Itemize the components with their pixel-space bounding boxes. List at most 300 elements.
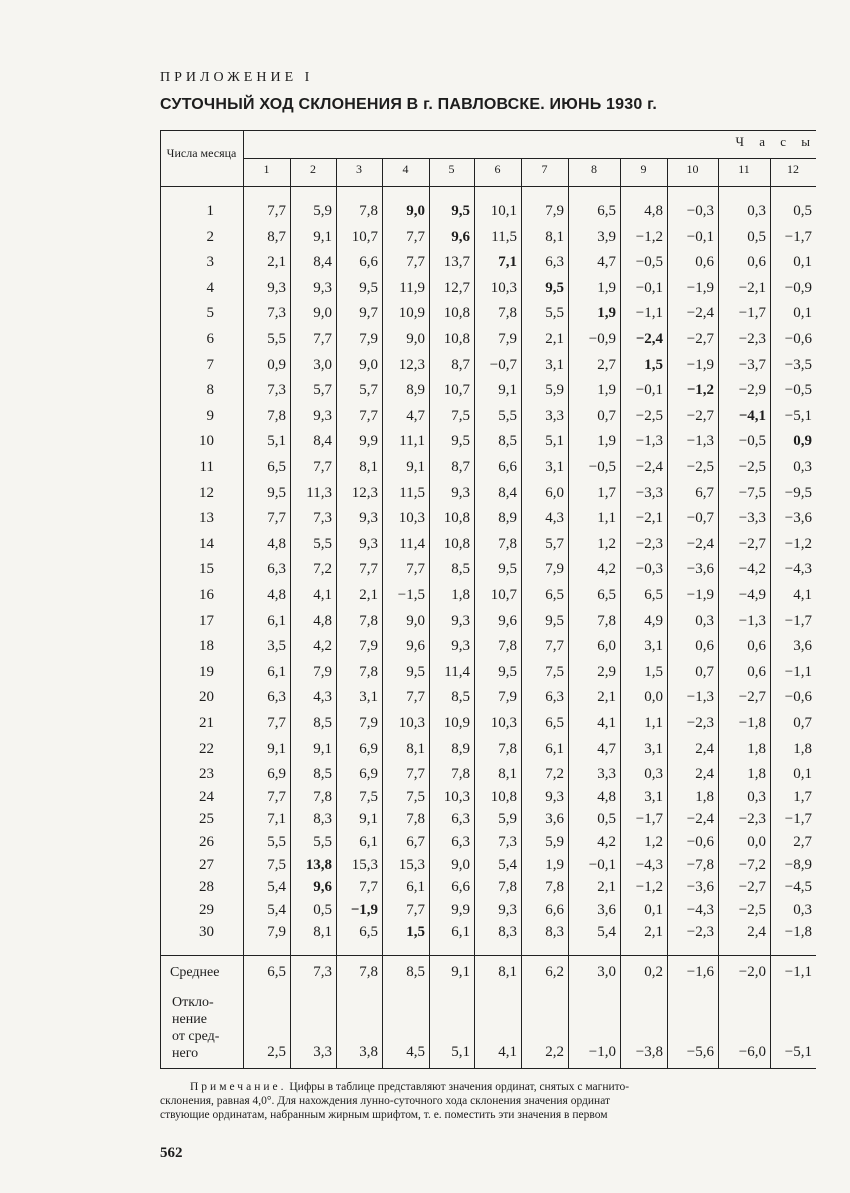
table-cell: 11,9 (399, 279, 425, 296)
mean-cell: 0,2 (644, 964, 663, 980)
table-cell: −0,5 (588, 459, 616, 475)
table-cell: 0,6 (747, 663, 766, 680)
hour-header: 11 (738, 162, 750, 176)
table-cell: 7,9 (498, 689, 517, 706)
deviation-cell: 4,1 (498, 1044, 517, 1060)
table-cell: 4,8 (644, 203, 663, 219)
table-cell: 10,8 (443, 305, 470, 322)
table-cell: 2,4 (695, 740, 714, 757)
table-cell: 10,3 (443, 788, 470, 805)
table-cell: 5,1 (545, 433, 564, 450)
deviation-label: Откло- (172, 995, 214, 1010)
mean-cell: 8,1 (498, 964, 517, 980)
table-cell: 6,9 (267, 766, 286, 783)
table-cell: 5,5 (498, 407, 517, 424)
table-cell: −0,7 (489, 356, 517, 373)
table-cell: 5,9 (545, 834, 564, 850)
table-cell: 3,1 (359, 689, 378, 706)
day-number: 8 (206, 382, 214, 399)
table-cell: 1,2 (597, 535, 616, 552)
table-cell: 6,9 (359, 766, 378, 783)
hour-header: 1 (263, 162, 270, 176)
table-cell: 7,7 (313, 331, 332, 347)
table-cell: −2,3 (738, 331, 766, 347)
table-cell: 7,8 (406, 811, 425, 828)
table-cell: 1,8 (747, 766, 766, 783)
table-cell: 4,8 (267, 535, 286, 552)
table-cell: 7,1 (267, 811, 286, 828)
table-cell: 8,9 (451, 740, 470, 757)
deviation-label: нение (172, 1012, 207, 1027)
table-cell: 7,7 (267, 510, 286, 527)
table-cell: −0,9 (784, 279, 812, 296)
table-cell: 7,8 (359, 612, 378, 629)
table-cell: 9,5 (545, 612, 564, 629)
table-cell: 9,0 (451, 856, 470, 873)
table-cell: 9,3 (451, 612, 470, 629)
day-number: 12 (199, 484, 214, 501)
hour-header: 7 (541, 162, 548, 176)
table-cell: 0,6 (695, 254, 714, 271)
table-cell: −1,7 (784, 811, 812, 828)
hour-header: 8 (591, 162, 597, 176)
table-cell: 11,4 (444, 663, 470, 680)
table-cell: 6,5 (267, 459, 286, 475)
day-number: 21 (199, 715, 214, 731)
table-cell: 3,0 (313, 356, 332, 373)
table-cell: 5,4 (597, 924, 616, 941)
table-cell: 12,3 (351, 484, 378, 501)
mean-cell: 3,0 (597, 964, 616, 980)
table-cell: 10,1 (490, 203, 517, 219)
table-cell: 5,1 (267, 433, 286, 450)
table-cell: 2,4 (747, 924, 766, 941)
table-cell: 7,3 (267, 382, 286, 399)
table-cell: −1,1 (784, 663, 812, 680)
table-cell: 7,8 (545, 879, 564, 896)
table-cell: 6,6 (451, 879, 470, 896)
table-cell: 6,1 (267, 663, 286, 680)
table-cell: −1,3 (738, 612, 766, 629)
table-cell: −2,1 (738, 279, 766, 296)
mean-cell: 8,5 (406, 964, 425, 980)
table-cell: −1,2 (635, 879, 663, 896)
table-cell: 1,7 (793, 788, 812, 805)
table-cell: −2,3 (635, 535, 663, 552)
table-cell: 7,7 (313, 459, 332, 475)
table-cell: 0,6 (747, 254, 766, 271)
hour-header: 5 (448, 162, 455, 176)
table-cell: −0,3 (686, 203, 714, 219)
table-cell: −2,9 (738, 382, 766, 399)
table-cell: 7,8 (359, 203, 378, 219)
table-cell: 0,3 (793, 459, 812, 475)
table-cell: 15,3 (398, 856, 425, 873)
page-title: СУТОЧНЫЙ ХОД СКЛОНЕНИЯ В г. ПАВЛОВСКЕ. ИЮНЬ 1930 г. (160, 96, 657, 113)
day-number: 27 (199, 856, 214, 873)
table-cell: −0,7 (686, 510, 714, 527)
table-cell: 9,5 (359, 279, 378, 296)
table-cell: 5,9 (545, 382, 564, 399)
table-cell: 3,6 (545, 811, 564, 828)
table-cell: 9,1 (313, 740, 332, 757)
day-number: 7 (206, 356, 214, 373)
table-cell: −1,7 (738, 305, 766, 322)
table-cell: 6,3 (451, 834, 470, 850)
mean-cell: 7,8 (359, 964, 378, 980)
table-cell: 9,1 (359, 811, 378, 828)
table-cell: 7,9 (359, 638, 378, 655)
table-cell: 0,7 (597, 407, 616, 424)
table-cell: −2,4 (635, 459, 663, 475)
table-cell: −3,7 (738, 356, 766, 373)
table-cell: 9,0 (313, 305, 332, 322)
table-cell: −4,1 (738, 407, 766, 424)
table-cell: 1,9 (597, 433, 616, 450)
table-cell: 1,5 (406, 924, 425, 941)
table-cell: −3,6 (686, 879, 714, 896)
table-cell: −2,4 (686, 535, 714, 552)
table-cell: 0,5 (793, 203, 812, 219)
footnote-line-3: ствующие ординатам, набранным жирным шрифтом, т. е. поместить эти значения в первом (160, 1109, 608, 1121)
hour-header: 12 (787, 162, 799, 176)
table-rule (160, 1068, 816, 1069)
table-cell: 9,1 (498, 382, 517, 399)
deviation-cell: 5,1 (451, 1044, 470, 1060)
table-cell: 7,9 (359, 715, 378, 731)
table-cell: −0,6 (784, 331, 812, 347)
table-cell: 0,3 (644, 766, 663, 783)
table-cell: 6,5 (545, 587, 564, 603)
table-cell: 9,9 (451, 901, 470, 918)
table-cell: −1,9 (686, 587, 714, 603)
table-cell: 7,9 (498, 331, 517, 347)
table-cell: 0,5 (313, 901, 332, 918)
table-cell: 7,7 (359, 879, 378, 896)
table-cell: −2,5 (635, 407, 663, 424)
table-cell: −0,1 (686, 228, 714, 245)
table-cell: 2,1 (597, 879, 616, 896)
table-cell: 6,7 (406, 834, 425, 850)
table-cell: −1,1 (635, 305, 663, 322)
table-cell: 6,3 (451, 811, 470, 828)
table-cell: 2,7 (793, 834, 812, 850)
deviation-cell: −3,8 (635, 1044, 663, 1060)
deviation-cell: 3,3 (313, 1044, 332, 1060)
table-cell: 3,1 (644, 638, 663, 655)
table-rule (160, 130, 816, 131)
table-cell: 9,5 (451, 203, 470, 219)
table-cell: 6,6 (545, 901, 564, 918)
table-cell: 10,7 (351, 228, 378, 245)
table-cell: −2,3 (738, 811, 766, 828)
table-cell: 7,8 (498, 535, 517, 552)
table-cell: 10,8 (443, 510, 470, 527)
hours-rule (243, 158, 816, 159)
table-cell: 0,6 (747, 638, 766, 655)
table-cell: −0,6 (784, 689, 812, 706)
table-cell: 6,1 (267, 612, 286, 629)
table-cell: 5,7 (313, 382, 332, 399)
table-cell: 0,0 (747, 834, 766, 850)
day-number: 23 (199, 766, 214, 783)
table-cell: 0,1 (793, 766, 812, 783)
table-cell: 8,1 (498, 766, 517, 783)
table-cell: 7,5 (267, 856, 286, 873)
table-cell: 7,7 (406, 228, 425, 245)
table-cell: 6,1 (451, 924, 470, 941)
day-number: 1 (206, 203, 214, 219)
mean-cell: 6,5 (267, 964, 286, 980)
table-cell: −0,5 (635, 254, 663, 271)
table-cell: 2,7 (597, 356, 616, 373)
table-cell: 6,1 (406, 879, 425, 896)
table-cell: −4,3 (686, 901, 714, 918)
table-cell: 0,5 (747, 228, 766, 245)
table-cell: 9,0 (406, 612, 425, 629)
table-cell: 0,3 (695, 612, 714, 629)
table-cell: −4,9 (738, 587, 766, 603)
table-cell: −0,5 (784, 382, 812, 399)
table-cell: 9,0 (406, 331, 425, 347)
table-cell: 3,6 (793, 638, 812, 655)
day-number: 2 (206, 228, 214, 245)
table-cell: 3,5 (267, 638, 286, 655)
table-cell: 1,8 (451, 587, 470, 603)
table-cell: 6,3 (267, 689, 286, 706)
deviation-cell: −6,0 (738, 1044, 766, 1060)
mean-cell: 6,2 (545, 964, 564, 980)
table-cell: 2,4 (695, 766, 714, 783)
deviation-cell: 4,5 (406, 1044, 425, 1060)
table-cell: 11,4 (399, 535, 425, 552)
table-cell: 7,8 (359, 663, 378, 680)
table-cell: 7,7 (359, 561, 378, 578)
table-cell: 7,9 (313, 663, 332, 680)
mean-cell: −1,6 (686, 964, 714, 980)
table-cell: 0,7 (695, 663, 714, 680)
day-number: 26 (199, 834, 214, 850)
table-cell: −2,3 (686, 924, 714, 941)
table-cell: 0,6 (695, 638, 714, 655)
table-cell: 1,5 (644, 356, 663, 373)
table-cell: 1,2 (644, 834, 663, 850)
hour-header: 2 (310, 162, 316, 176)
table-cell: −1,9 (686, 279, 714, 296)
table-cell: 4,2 (313, 638, 332, 655)
table-cell: 10,3 (398, 510, 425, 527)
table-cell: 8,9 (498, 510, 517, 527)
hour-header: 10 (686, 162, 699, 176)
day-number: 6 (206, 331, 214, 347)
table-cell: 5,9 (313, 203, 332, 219)
table-cell: 5,5 (545, 305, 564, 322)
deviation-label: него (172, 1046, 199, 1061)
day-number: 17 (199, 612, 214, 629)
table-cell: 5,9 (498, 811, 517, 828)
table-cell: 7,3 (313, 510, 332, 527)
day-number: 29 (199, 901, 214, 918)
table-cell: 4,1 (597, 715, 616, 731)
table-cell: 7,3 (498, 834, 517, 850)
table-cell: 1,7 (597, 484, 616, 501)
hour-header: 4 (402, 162, 409, 176)
table-cell: 9,1 (313, 228, 332, 245)
table-cell: 5,4 (267, 901, 286, 918)
table-cell: −2,7 (686, 407, 714, 424)
table-cell: −1,3 (686, 433, 714, 450)
table-cell: −2,5 (686, 459, 714, 475)
table-cell: 10,3 (398, 715, 425, 731)
table-cell: 4,3 (545, 510, 564, 527)
table-cell: 9,3 (267, 279, 286, 296)
table-cell: 9,5 (451, 433, 470, 450)
table-cell: 9,6 (406, 638, 425, 655)
mean-cell: −1,1 (784, 964, 812, 980)
table-cell: 1,8 (747, 740, 766, 757)
day-number: 3 (206, 254, 214, 271)
table-cell: 8,3 (545, 924, 564, 941)
table-cell: 11,5 (491, 228, 517, 245)
table-cell: 1,9 (597, 382, 616, 399)
table-cell: 9,3 (451, 484, 470, 501)
table-cell: 3,1 (545, 356, 564, 373)
day-number: 24 (199, 788, 214, 805)
table-cell: 6,6 (498, 459, 517, 475)
table-cell: 8,5 (451, 561, 470, 578)
table-cell: 9,1 (406, 459, 425, 475)
table-cell: −0,3 (635, 561, 663, 578)
day-number: 25 (199, 811, 214, 828)
page-number: 562 (160, 1145, 183, 1161)
day-number: 5 (206, 305, 214, 322)
table-cell: 7,7 (267, 715, 286, 731)
table-cell: −3,3 (635, 484, 663, 501)
table-cell: 9,6 (498, 612, 517, 629)
table-cell: 2,1 (644, 924, 663, 941)
table-cell: −8,9 (784, 856, 812, 873)
table-cell: −1,2 (635, 228, 663, 245)
table-cell: 8,5 (451, 689, 470, 706)
table-cell: 10,8 (443, 535, 470, 552)
table-cell: 9,7 (359, 305, 378, 322)
table-cell: 7,7 (406, 766, 425, 783)
table-cell: 4,2 (597, 834, 616, 850)
day-number: 20 (199, 689, 214, 706)
table-cell: −1,8 (784, 924, 812, 941)
footnote-label: Примечание. (190, 1081, 287, 1093)
table-cell: 4,7 (597, 254, 616, 271)
table-cell: 8,4 (313, 254, 332, 271)
table-cell: 5,7 (545, 535, 564, 552)
table-cell: 7,5 (451, 407, 470, 424)
table-cell: 8,5 (313, 766, 332, 783)
table-cell: −3,5 (784, 356, 812, 373)
table-cell: 7,8 (498, 638, 517, 655)
table-cell: −1,9 (686, 356, 714, 373)
table-cell: 7,7 (545, 638, 564, 655)
day-number: 16 (199, 587, 214, 603)
table-cell: 9,3 (451, 638, 470, 655)
table-cell: 0,5 (597, 811, 616, 828)
mean-cell: 9,1 (451, 964, 470, 980)
table-cell: 7,2 (313, 561, 332, 578)
table-cell: 10,8 (443, 331, 470, 347)
table-cell: 5,5 (267, 331, 286, 347)
mean-cell: −2,0 (738, 964, 766, 980)
table-cell: 0,7 (793, 715, 812, 731)
table-cell: 1,9 (597, 305, 616, 322)
table-cell: 7,8 (597, 612, 616, 629)
table-cell: 7,7 (406, 901, 425, 918)
table-cell: 1,8 (695, 788, 714, 805)
row-label-header: Числа месяца (166, 146, 237, 160)
table-cell: −0,9 (588, 331, 616, 347)
table-cell: 4,7 (406, 407, 425, 424)
table-cell: 7,7 (267, 203, 286, 219)
table-cell: 6,5 (545, 715, 564, 731)
table-cell: −1,9 (350, 901, 378, 918)
table-cell: 2,9 (597, 663, 616, 680)
table-cell: 9,3 (313, 407, 332, 424)
table-cell: 1,1 (597, 510, 616, 527)
deviation-cell: 2,5 (267, 1044, 286, 1060)
day-number: 11 (199, 459, 214, 475)
table-cell: 11,5 (399, 484, 425, 501)
day-number: 4 (206, 279, 214, 296)
table-cell: −7,8 (686, 856, 714, 873)
table-cell: 10,3 (490, 279, 517, 296)
table-cell: 12,7 (443, 279, 470, 296)
table-cell: 3,3 (545, 407, 564, 424)
hour-header: 6 (494, 162, 501, 176)
table-cell: 9,5 (498, 561, 517, 578)
table-cell: 12,3 (398, 356, 425, 373)
table-cell: −2,7 (738, 689, 766, 706)
table-cell: 7,9 (545, 561, 564, 578)
table-cell: 8,7 (451, 356, 470, 373)
table-cell: 7,5 (406, 788, 425, 805)
table-cell: 6,1 (545, 740, 564, 757)
table-cell: −3,3 (738, 510, 766, 527)
table-cell: −4,2 (738, 561, 766, 578)
table-cell: 3,1 (644, 788, 663, 805)
table-cell: 7,7 (406, 254, 425, 271)
table-cell: 2,1 (597, 689, 616, 706)
table-cell: −2,4 (686, 811, 714, 828)
table-cell: 9,5 (267, 484, 286, 501)
table-cell: 6,7 (695, 484, 714, 501)
table-cell: 9,9 (359, 433, 378, 450)
table-cell: 9,3 (545, 788, 564, 805)
table-cell: 0,9 (267, 356, 286, 373)
deviation-label: от сред- (172, 1029, 220, 1044)
table-cell: 10,8 (490, 788, 517, 805)
table-cell: −1,7 (635, 811, 663, 828)
deviation-cell: −1,0 (588, 1044, 616, 1060)
day-number: 14 (199, 535, 214, 552)
table-cell: −0,5 (738, 433, 766, 450)
table-cell: 2,1 (545, 331, 564, 347)
footnote-text: Цифры в таблице представляют значения ординат, снятых с магнито- (289, 1081, 630, 1093)
table-cell: 3,6 (597, 901, 616, 918)
table-cell: 4,8 (267, 587, 286, 603)
day-number: 9 (206, 407, 214, 424)
table-cell: 4,1 (313, 587, 332, 603)
table-cell: 8,5 (313, 715, 332, 731)
table-cell: 4,2 (597, 561, 616, 578)
table-cell: 0,3 (793, 901, 812, 918)
